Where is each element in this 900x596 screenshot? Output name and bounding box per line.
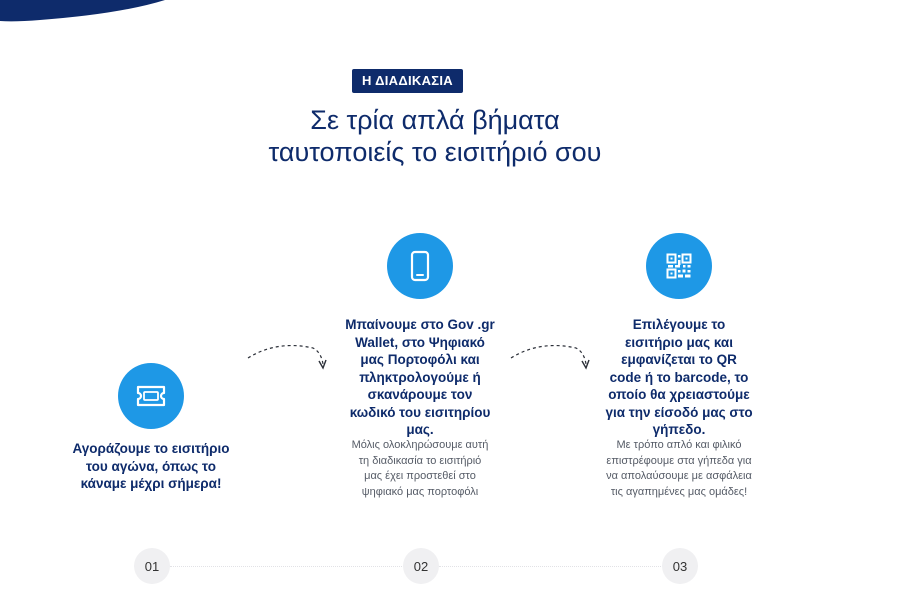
step-2-icon-circle: [387, 233, 453, 299]
step-1-icon-circle: [118, 363, 184, 429]
step-number-2: 02: [403, 548, 439, 584]
step-connector-arrow-1: [245, 340, 330, 372]
section-heading-line-2: ταυτοποιείς το εισιτήριό σου: [268, 137, 602, 167]
corner-swoosh-decoration: [0, 0, 170, 22]
step-1-title: Αγοράζουμε το εισιτήριο του αγώνα, όπως το κάναμε μέχρι σήμερα!: [72, 441, 230, 491]
step-3-title: Επιλέγουμε το εισιτήριο μας και εμφανίζεται το QR code ή το barcode, το οποίο θα χρειαστούμε για την είσοδό μας στο γήπεδο.: [605, 317, 753, 437]
step-number-3: 03: [662, 548, 698, 584]
step-3-icon-circle: [646, 233, 712, 299]
step-2-title: Μπαίνουμε στο Gov .gr Wallet, στο Ψηφιακό μας Πορτοφόλι και πληκτρολογούμε ή σκανάρουμε τον κωδικό του εισιτηρίου μας.: [345, 317, 495, 437]
smartphone-icon: [410, 250, 430, 282]
step-3-description: Με τρόπο απλό και φιλικό επιστρέφουμε στα γήπεδα για να απολαύσουμε με ασφάλεια τις αγαπημένες μας ομάδες!: [606, 439, 752, 498]
section-badge: Η ΔΙΑΔΙΚΑΣΙΑ: [352, 69, 463, 93]
timeline-line-1: [170, 566, 402, 567]
step-connector-arrow-2: [508, 340, 593, 372]
step-number-1: 01: [134, 548, 170, 584]
timeline-line-2: [439, 566, 661, 567]
step-2-description: Μόλις ολοκληρώσουμε αυτή τη διαδικασία το εισιτήριό μας έχει προστεθεί στο ψηφιακό μας πορτοφόλι: [351, 439, 489, 498]
section-heading-line-1: Σε τρία απλά βήματα: [310, 105, 560, 135]
ticket-icon: [135, 384, 167, 408]
qr-code-icon: [666, 253, 692, 279]
